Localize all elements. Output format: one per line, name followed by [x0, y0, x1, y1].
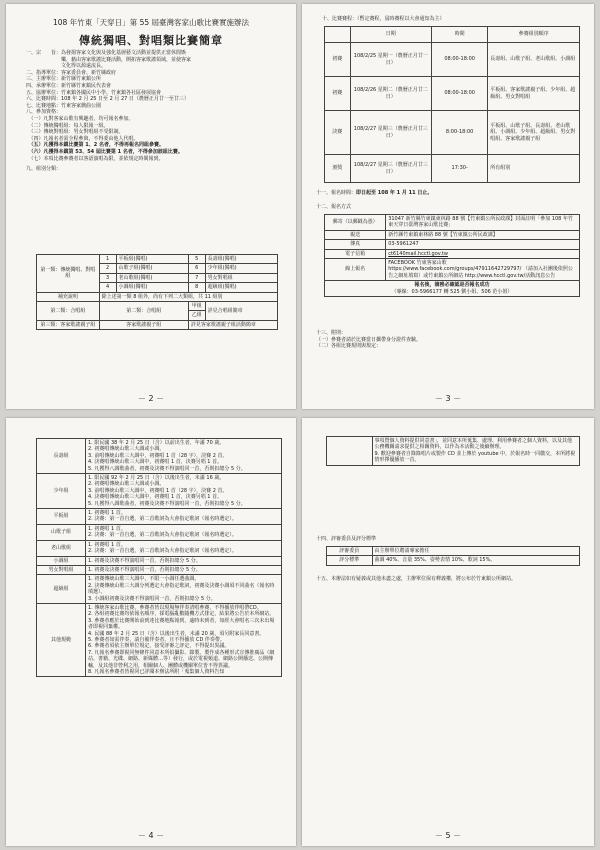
reg-detail: 31047 新竹縣竹東鎮東林路 88 號【竹東鎮公所民政課】封面註明「參加 108 年竹東天穿日臺灣客家山歌比賽」: [386, 215, 580, 231]
rule-line: 三、主辦單位：新竹縣竹東鎮公所: [26, 76, 102, 83]
group-num: 6: [188, 264, 205, 273]
rule-item: 5. 參賽者如需伴奏，請自備伴奏者，且不得播放 CD 伴奏帶。: [88, 636, 225, 643]
rule-line: 八、參加資格：: [26, 109, 62, 116]
rule-item: 3. 前唱傳統山歌三大調中，初賽唱 1 首（28 字），決賽 2 首。: [88, 452, 228, 459]
rule-items: [86, 509, 282, 525]
group-name: 老山歌組(獨唱): [116, 273, 188, 282]
note-line: （二）各組比賽規則與規定：: [316, 343, 382, 350]
group-name: 少年組(獨唱): [205, 264, 277, 273]
schedule-time: 08:00-18:00: [432, 77, 488, 111]
judge-key: 評審委員: [327, 547, 373, 556]
judge-value: 由主辦單位聘請專家擔任: [372, 547, 579, 556]
group-name: 山歌子組(獨唱): [116, 264, 188, 273]
schedule-groups: 長壽組、山歌子組、老山歌組、小調組: [488, 43, 580, 77]
general-rules: [26, 50, 282, 173]
rule-line: （二）傳統獨唱組：每人限報一組。: [26, 122, 109, 129]
rule-line: （四）凡報名者需全程參與，不得委由他人代唱。: [26, 135, 139, 142]
rule-item: 1. 初賽及決賽不得演唱同一首，否則扣總分 5 分。: [88, 566, 201, 573]
schedule-stage: 頒獎: [325, 155, 351, 183]
note-text: 除上述第一類 8 組外，尚有下列二大類組，共 11 組別: [99, 292, 277, 301]
continuation-wrap: [326, 436, 580, 466]
rule-line: （三）傳統對唱組：男女對唱組不受限制。: [26, 129, 124, 136]
page-number: － 4 －: [137, 831, 165, 840]
rule-item: 4. 民國 88 年 2 月 25 日（含）以後出生者，未滿 20 歲，須另附家長同意書。: [88, 630, 265, 637]
section-10-heading: 十、比賽賽程：（暫定賽程，屆時賽程以大會通知為主）: [322, 16, 445, 22]
page-2: [6, 4, 296, 409]
reg-confirm-phone: （專線：03-5966177 轉 525 劉小姐、506 范小姐）: [391, 288, 513, 295]
rules-table: [36, 438, 282, 677]
group-name: 男女對唱組: [205, 273, 277, 282]
judge-wrap: [326, 546, 580, 566]
rule-item: 4. 決賽唱傳統山歌三大調中，初賽唱 1 首，決賽另唱 1 首。: [88, 459, 223, 466]
rule-items: [86, 540, 282, 556]
rule-items: [86, 575, 282, 604]
rule-item: 1. 初賽傳統山歌三大調中，不限一小調任選曲調。: [88, 576, 200, 583]
rule-group-name: 其他規範: [37, 603, 86, 676]
page-number: － 2 －: [137, 394, 165, 403]
group2-a: 甲組: [188, 302, 205, 311]
group-name: 長壽組(獨唱): [205, 255, 277, 264]
schedule-date: 108/2/25 星期一（農曆正月廿一日）: [350, 43, 432, 77]
schedule-time: 8:00-18:00: [432, 111, 488, 155]
group1-label: 第一類：傳統獨唱、對唱組: [37, 255, 100, 293]
rule-line: 樂，藉由客家歌謠比賽活動，開拓客家歌謠領域，並使客家: [26, 56, 192, 63]
rule-group-name: 山歌子組: [37, 524, 86, 540]
rule-item: 2. 決賽傳統山歌三大調分列選定大會指定歌詞，初賽及決賽小調須不同曲名（報名時填選）。: [88, 582, 275, 596]
reg-detail: 新竹縣竹東鎮東林路 88 號【竹東鎮公所民政課】: [386, 230, 580, 239]
schedule-time: 08:00-18:00: [432, 43, 488, 77]
reg-method: 電子信箱: [325, 249, 386, 258]
rule-line: 五、協辦單位：竹東鎮各國民中小學、竹東鎮各社區發展協會: [26, 89, 162, 96]
rule-line: （一）凡對客家山歌有興趣者，均可報名參加。: [26, 115, 134, 122]
schedule-groups: 平板組、山歌子組、長壽組、老山歌組、小調組、少年組、超級組、男女對唱組、客家歌謠親子組: [488, 111, 580, 155]
page-3: [302, 4, 594, 409]
rule-group-name: 小調組: [37, 556, 86, 565]
note-label: 補充說明: [37, 292, 100, 301]
rule-group-name: 男女對唱組: [37, 565, 86, 574]
schedule-date: 108/2/27 星期三（農曆正月廿三日）: [350, 111, 432, 155]
rule-items: [86, 556, 282, 565]
schedule-stage: 初賽: [325, 77, 351, 111]
rule-items: [372, 437, 579, 466]
rule-item: 1. 初賽唱 1 首。: [88, 510, 126, 517]
registration-table: [324, 214, 580, 297]
judge-table: [326, 546, 580, 566]
judge-value: 曲調 40%、音量 35%、姿勢表情 10%、歌詞 15%。: [372, 556, 579, 565]
groups-table: [36, 254, 278, 330]
schedule-corner: [325, 27, 351, 43]
schedule-groups: 平板組、客家歌謠親子組、少年組、超級組、男女對唱組: [488, 77, 580, 111]
rule-group-name: 老山歌組: [37, 540, 86, 556]
rule-item: 1. 初賽及決賽不得演唱同一首，否則扣總分 5 分。: [88, 557, 201, 564]
section-14-heading: 十四、評審委員及評分標準: [316, 536, 377, 542]
rule-items: [86, 439, 282, 474]
group2-text: 詳見合唱組簡章: [205, 302, 277, 321]
groups-table-wrap: [36, 254, 278, 330]
rule-item: 1. 限民國 92 年 2 月 25 日（含）以後出生者，未滿 16 歲。: [88, 475, 225, 482]
registration-wrap: [324, 214, 580, 297]
group-name: 超級組(獨唱): [205, 283, 277, 292]
group-num: 4: [99, 283, 116, 292]
schedule-table: [324, 26, 580, 183]
section-13-heading: 十三、附則：: [316, 330, 347, 336]
page-title: 傳統獨唱、對唱類比賽簡章: [79, 34, 223, 47]
rule-item: 1. 初賽唱 1 首。: [88, 525, 126, 532]
reg-confirm-text: 報名後，請務必確認是否報名成功: [414, 282, 490, 289]
rule-line: 文化得以源遠流長。: [26, 63, 107, 70]
rule-group-name: 少年組: [37, 474, 86, 509]
group2-name: 第二類：合唱組: [99, 302, 188, 321]
continuation-blank: [327, 437, 373, 466]
group-num: 1: [99, 255, 116, 264]
schedule-th: 日期: [350, 27, 432, 43]
rule-item: 7. 凡報名參賽即視同無條件同意本所拍攝影、錄製、製作成各種形式宣傳推廣品（網站、書籍、光碟、網路、新媒體…等）發行，或於電視頻道、網路公開播送、公開傳輸，及其他非營利之用，相關個人、團體或機關單位皆不得異議。: [88, 649, 275, 669]
group2-b: 乙組: [188, 311, 205, 320]
rule-line: 一、宗 旨：為發揚客家文化與及強化基層藝文活動並提供正當休閒娛: [26, 50, 187, 56]
schedule-date: 108/2/27 星期三（農曆正月廿三日）: [350, 155, 432, 183]
reg-confirm: [325, 281, 580, 297]
rule-item: 2. 初賽唱傳統山歌三大調或小調。: [88, 481, 165, 488]
rule-item: 1. 限民國 38 年 2 月 25 日（含）以前出生者，年滿 70 歲。: [88, 440, 225, 446]
rule-item: 5. 凡獲得八調歌曲者，初賽及決賽不得演唱同一首，否則扣總分 5 分。: [88, 500, 246, 507]
group2-label: 第二類：合唱組: [37, 302, 100, 321]
page-number: － 5 －: [434, 831, 462, 840]
group-num: 2: [99, 264, 116, 273]
note-line: （一）參賽者請於比賽當日攜帶身分證件查驗。: [316, 336, 422, 343]
rule-item: 8. 凡報名參賽者皆視同已詳閱本辦法所附「蒐集個人資料告知: [88, 669, 225, 675]
reg-method: 傳真: [325, 240, 386, 249]
group3-note: 詳見客家歌謠親子組活動簡章: [188, 320, 277, 329]
group3-text: 客家歌謠親子組: [99, 320, 188, 329]
rule-group-name: 長壽組: [37, 439, 86, 474]
section-11: [316, 190, 582, 197]
rule-line: 六、比賽時間：108 年 2 月 25 日至 2 月 27 日（農曆正月廿一至廿三）: [26, 96, 189, 103]
group-name: 平板組(獨唱): [116, 255, 188, 264]
rule-item: 1. 傳統客家山歌比賽，參賽者皆以現場無伴奏清唱參賽，不得播放伴唱帶CD。: [88, 604, 262, 611]
reg-detail: 03-5961247: [386, 240, 580, 249]
schedule-date: 108/2/26 星期二（農曆正月廿二日）: [350, 77, 432, 111]
rule-line-emphasis: （六）凡獲得本鎮第 53、54 屆比賽第 1 名者，不得參加該組比賽。: [26, 148, 183, 155]
group-num: 8: [188, 283, 205, 292]
rule-line-emphasis: （五）凡獲得本鎮比賽第 1、2 名者，不得再報名同組參賽。: [26, 142, 164, 149]
reg-online[interactable]: FACEBOOK 竹東客家山歌 https://www.facebook.com/groups/47911642729797/ （請加入社團後依照公告之網址填寫）或竹東鎮公所網站 http://www.hcctl.gov.tw/活動訊息公告: [386, 259, 580, 281]
rule-line: 二、指導單位：客家委員會、新竹縣政府: [26, 69, 117, 76]
rule-item: 2. 決賽：第一首自選，第二首歌詞為大會指定歌詞（報名時選定）。: [88, 548, 237, 555]
rule-items: [86, 603, 282, 676]
rule-item: 2. 各組初賽比賽均依報名順序，採電腦亂數隨機方式排定，結果將公告於本所網站。: [88, 611, 275, 618]
page-header: 108 年竹東「天穿日」第 55 屆臺灣客家山歌比賽實施辦法: [52, 18, 249, 27]
rule-line: 四、承辦單位：新竹縣竹東鎮民代表會: [26, 82, 112, 89]
rule-item: 3. 小調組初賽及決賽不得演唱同一首，否則扣總分 5 分。: [88, 595, 216, 602]
rule-item: 6. 參賽者須依主辦單位規定，接受評審之評定，不得提出異議。: [88, 643, 230, 650]
rule-items: [86, 524, 282, 540]
section-12-heading: 十二、報名方式: [316, 204, 352, 210]
reg-method: 郵寄（以郵戳為憑）: [325, 215, 386, 231]
rule-item: 9. 歡迎參賽者自錄錄唱片或製作 CD 並上傳於 youtube 中，於報名時一同繳交，本所將視情形擇優播放一首。: [374, 450, 576, 464]
schedule-wrap: [324, 26, 580, 183]
page-5: [302, 418, 594, 846]
rule-item: 3. 前唱傳統山歌三大調中，初賽唱 1 首（28 字），決賽 2 首。: [88, 487, 228, 494]
schedule-th: 時間: [432, 27, 488, 43]
group-name: 小調組(獨唱): [116, 283, 188, 292]
rule-item: 1. 初賽唱 1 首。: [88, 541, 126, 548]
rule-item: 4. 決賽唱傳統山歌三大調中，初賽唱 1 首，決賽另唱 1 首。: [88, 494, 223, 501]
rule-item: 2. 決賽：第一首自選，第二首歌詞為大會指定歌詞（報名時選定）。: [88, 532, 237, 539]
schedule-stage: 決賽: [325, 111, 351, 155]
reg-method: 親送: [325, 230, 386, 239]
rules-wrap: [36, 438, 282, 677]
rule-item: 事項暨個人資料提供同意書」，並同意本所蒐集、處理、利用參賽者之個人資料，以及其他公務機關請求提供之相關資料，以作為本活動之後續辦理。: [374, 438, 573, 451]
section-11-date: 即日起至 108 年 1 月 11 日止。: [356, 190, 433, 196]
judge-key: 評分標準: [327, 556, 373, 565]
rule-line: 七、比賽地點：竹東客家戲曲公園: [26, 102, 102, 109]
rule-items: [86, 565, 282, 574]
schedule-groups: 所有組別: [488, 155, 580, 183]
reg-email[interactable]: ct6140mail.hcctl.gov.tw: [386, 249, 580, 258]
schedule-time: 17:30-: [432, 155, 488, 183]
continuation-table: [326, 436, 580, 466]
reg-method: 線上報名: [325, 259, 386, 281]
rule-item: 2. 決賽：第一首自選，第二首歌詞為大會指定歌詞（報名時選定）。: [88, 516, 237, 523]
page-number: － 3 －: [434, 394, 462, 403]
rule-line: （七）本項比賽參賽者以客語演唱為限，並依規定時間報到。: [26, 155, 164, 162]
rule-item: 2. 初賽唱傳統山歌三大調或小調。: [88, 446, 165, 453]
group3-label: 第三類：客家歌謠親子組: [37, 320, 100, 329]
group-num: 7: [188, 273, 205, 282]
rule-group-name: 超級組: [37, 575, 86, 604]
section-9-heading: 九、組別分類：: [26, 166, 62, 173]
schedule-th: 參賽組別順序: [488, 27, 580, 43]
section-11-label: 十一、報名時間：: [316, 190, 357, 196]
section-13: [316, 330, 582, 350]
rule-item: 5. 凡獲得八調歌曲者，初賽及決賽不得演唱同一首，否則扣總分 5 分。: [88, 465, 246, 472]
group-num: 5: [188, 255, 205, 264]
schedule-stage: 初賽: [325, 43, 351, 77]
rule-group-name: 平板組: [37, 509, 86, 525]
rule-item: 3. 參賽者應於比賽開始前到達比賽地點報到，逾時未到者，如經大會唱名三次未出場者即視同棄權。: [88, 617, 275, 631]
group-num: 3: [99, 273, 116, 282]
page-4: [6, 418, 296, 846]
rule-items: [86, 474, 282, 509]
section-15: 十五、本辦法如有疑義或其他未盡之處，主辦單位保有釋義權，將公布於竹東鎮公所網站。: [316, 576, 517, 582]
